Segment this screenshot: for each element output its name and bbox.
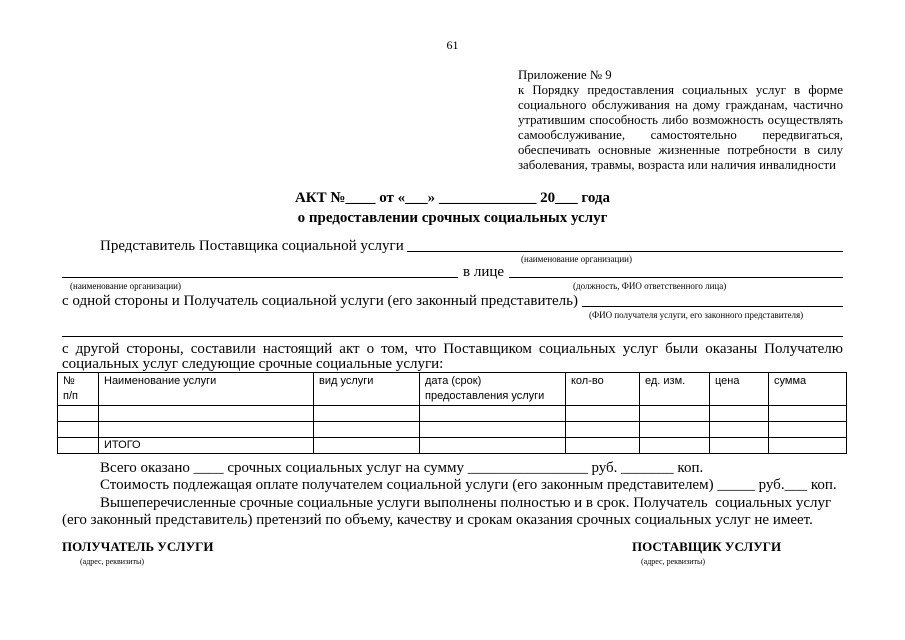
- table-cell: [710, 422, 769, 438]
- summary-completion-line: (его законный представитель) претензий по объему, качеству и срокам оказания срочных социальных услуг не имеет.: [62, 512, 813, 528]
- column-header-sum: сумма: [769, 373, 847, 406]
- provider-blank-line: [407, 239, 843, 252]
- page-number: 61: [446, 38, 459, 52]
- column-header-service-name: Наименование услуги: [99, 373, 314, 406]
- table-cell: [640, 422, 710, 438]
- appendix-line: утратившим способность либо возможность осуществлять: [518, 113, 843, 127]
- provider-label: Представитель Поставщика социальной услуги: [100, 238, 404, 254]
- summary-total-line: Всего оказано ____ срочных социальных услуг на сумму ________________ руб. _______ коп.: [100, 460, 704, 476]
- statement-line: социальных услуг следующие срочные социальные услуги:: [62, 356, 444, 372]
- table-cell: [58, 422, 99, 438]
- services-table: [57, 372, 847, 454]
- statement-line: с другой стороны, составили настоящий акт о том, что Поставщиком социальных услуг были оказаны Получателю: [62, 341, 843, 357]
- recipient-signature-caption: (адрес, реквизиты): [80, 557, 145, 566]
- blank-line: [62, 336, 843, 337]
- column-header-service-type: вид услуги: [314, 373, 420, 406]
- total-label: ИТОГО: [99, 438, 314, 454]
- recipient-blank-line: [582, 294, 843, 307]
- table-cell: [99, 406, 314, 422]
- table-cell: [566, 422, 640, 438]
- column-header-date: дата (срок) предоставления услуги: [420, 373, 566, 406]
- responsible-person-blank-line: [509, 265, 843, 278]
- act-subtitle: о предоставлении срочных социальных услуг: [297, 210, 608, 226]
- table-cell: [640, 406, 710, 422]
- in-person-label: в лице: [463, 264, 505, 280]
- table-row: [58, 422, 847, 438]
- table-total-row: [58, 438, 847, 454]
- table-cell: [710, 438, 769, 454]
- provider-field-row: [100, 237, 843, 255]
- provider-signature-title: ПОСТАВЩИК УСЛУГИ: [632, 539, 782, 554]
- table-cell: [640, 438, 710, 454]
- table-cell: [420, 406, 566, 422]
- table-row: [58, 406, 847, 422]
- table-cell: [420, 438, 566, 454]
- table-cell: [58, 406, 99, 422]
- summary-completion-line: Вышеперечисленные срочные социальные услуги выполнены полностью и в срок. Получатель социальных услуг: [100, 495, 832, 511]
- representative-field-row: [62, 263, 843, 281]
- appendix-heading: Приложение № 9: [518, 68, 612, 82]
- table-cell: [58, 438, 99, 454]
- appendix-line: социального обслуживания на дому гражданам, частично: [518, 98, 843, 112]
- table-cell: [769, 422, 847, 438]
- appendix-line: заболевания, травмы, возраста или наличия инвалидности: [518, 158, 836, 172]
- organization-caption: (наименование организации): [70, 281, 181, 291]
- table-cell: [314, 406, 420, 422]
- appendix-line: к Порядку предоставления социальных услуг в форме: [518, 83, 843, 97]
- table-cell: [420, 422, 566, 438]
- act-title: АКТ №____ от «___» _____________ 20___ года: [294, 190, 611, 206]
- act-heading: [0, 188, 905, 228]
- table-cell: [566, 406, 640, 422]
- table-cell: [314, 438, 420, 454]
- column-header-number: № п/п: [58, 373, 99, 406]
- appendix-line: обеспечивать основные жизненные потребности в силу: [518, 143, 843, 157]
- table-cell: [99, 422, 314, 438]
- appendix-block: [518, 68, 843, 173]
- recipient-label: с одной стороны и Получатель социальной услуги (его законный представитель): [62, 293, 579, 309]
- recipient-signature-title: ПОЛУЧАТЕЛЬ УСЛУГИ: [62, 539, 214, 554]
- provider-caption: (наименование организации): [521, 254, 632, 264]
- recipient-field-row: [62, 292, 843, 310]
- summary-cost-line: Стоимость подлежащая оплате получателем социальной услуги (его законным представителем) _____ руб.___ коп.: [100, 477, 837, 493]
- column-header-quantity: кол-во: [566, 373, 640, 406]
- recipient-caption: (ФИО получателя услуги, его законного представителя): [589, 310, 804, 320]
- column-header-price: цена: [710, 373, 769, 406]
- table-cell: [769, 406, 847, 422]
- appendix-line: самообслуживание, самостоятельно передвигаться,: [518, 128, 843, 142]
- organization-blank-line: [62, 265, 458, 278]
- column-header-unit: ед. изм.: [640, 373, 710, 406]
- table-cell: [710, 406, 769, 422]
- provider-signature-caption: (адрес, реквизиты): [641, 557, 706, 566]
- responsible-person-caption: (должность, ФИО ответственного лица): [573, 281, 727, 291]
- table-header-row: [58, 373, 847, 406]
- table-cell: [314, 422, 420, 438]
- table-cell: [566, 438, 640, 454]
- table-cell: [769, 438, 847, 454]
